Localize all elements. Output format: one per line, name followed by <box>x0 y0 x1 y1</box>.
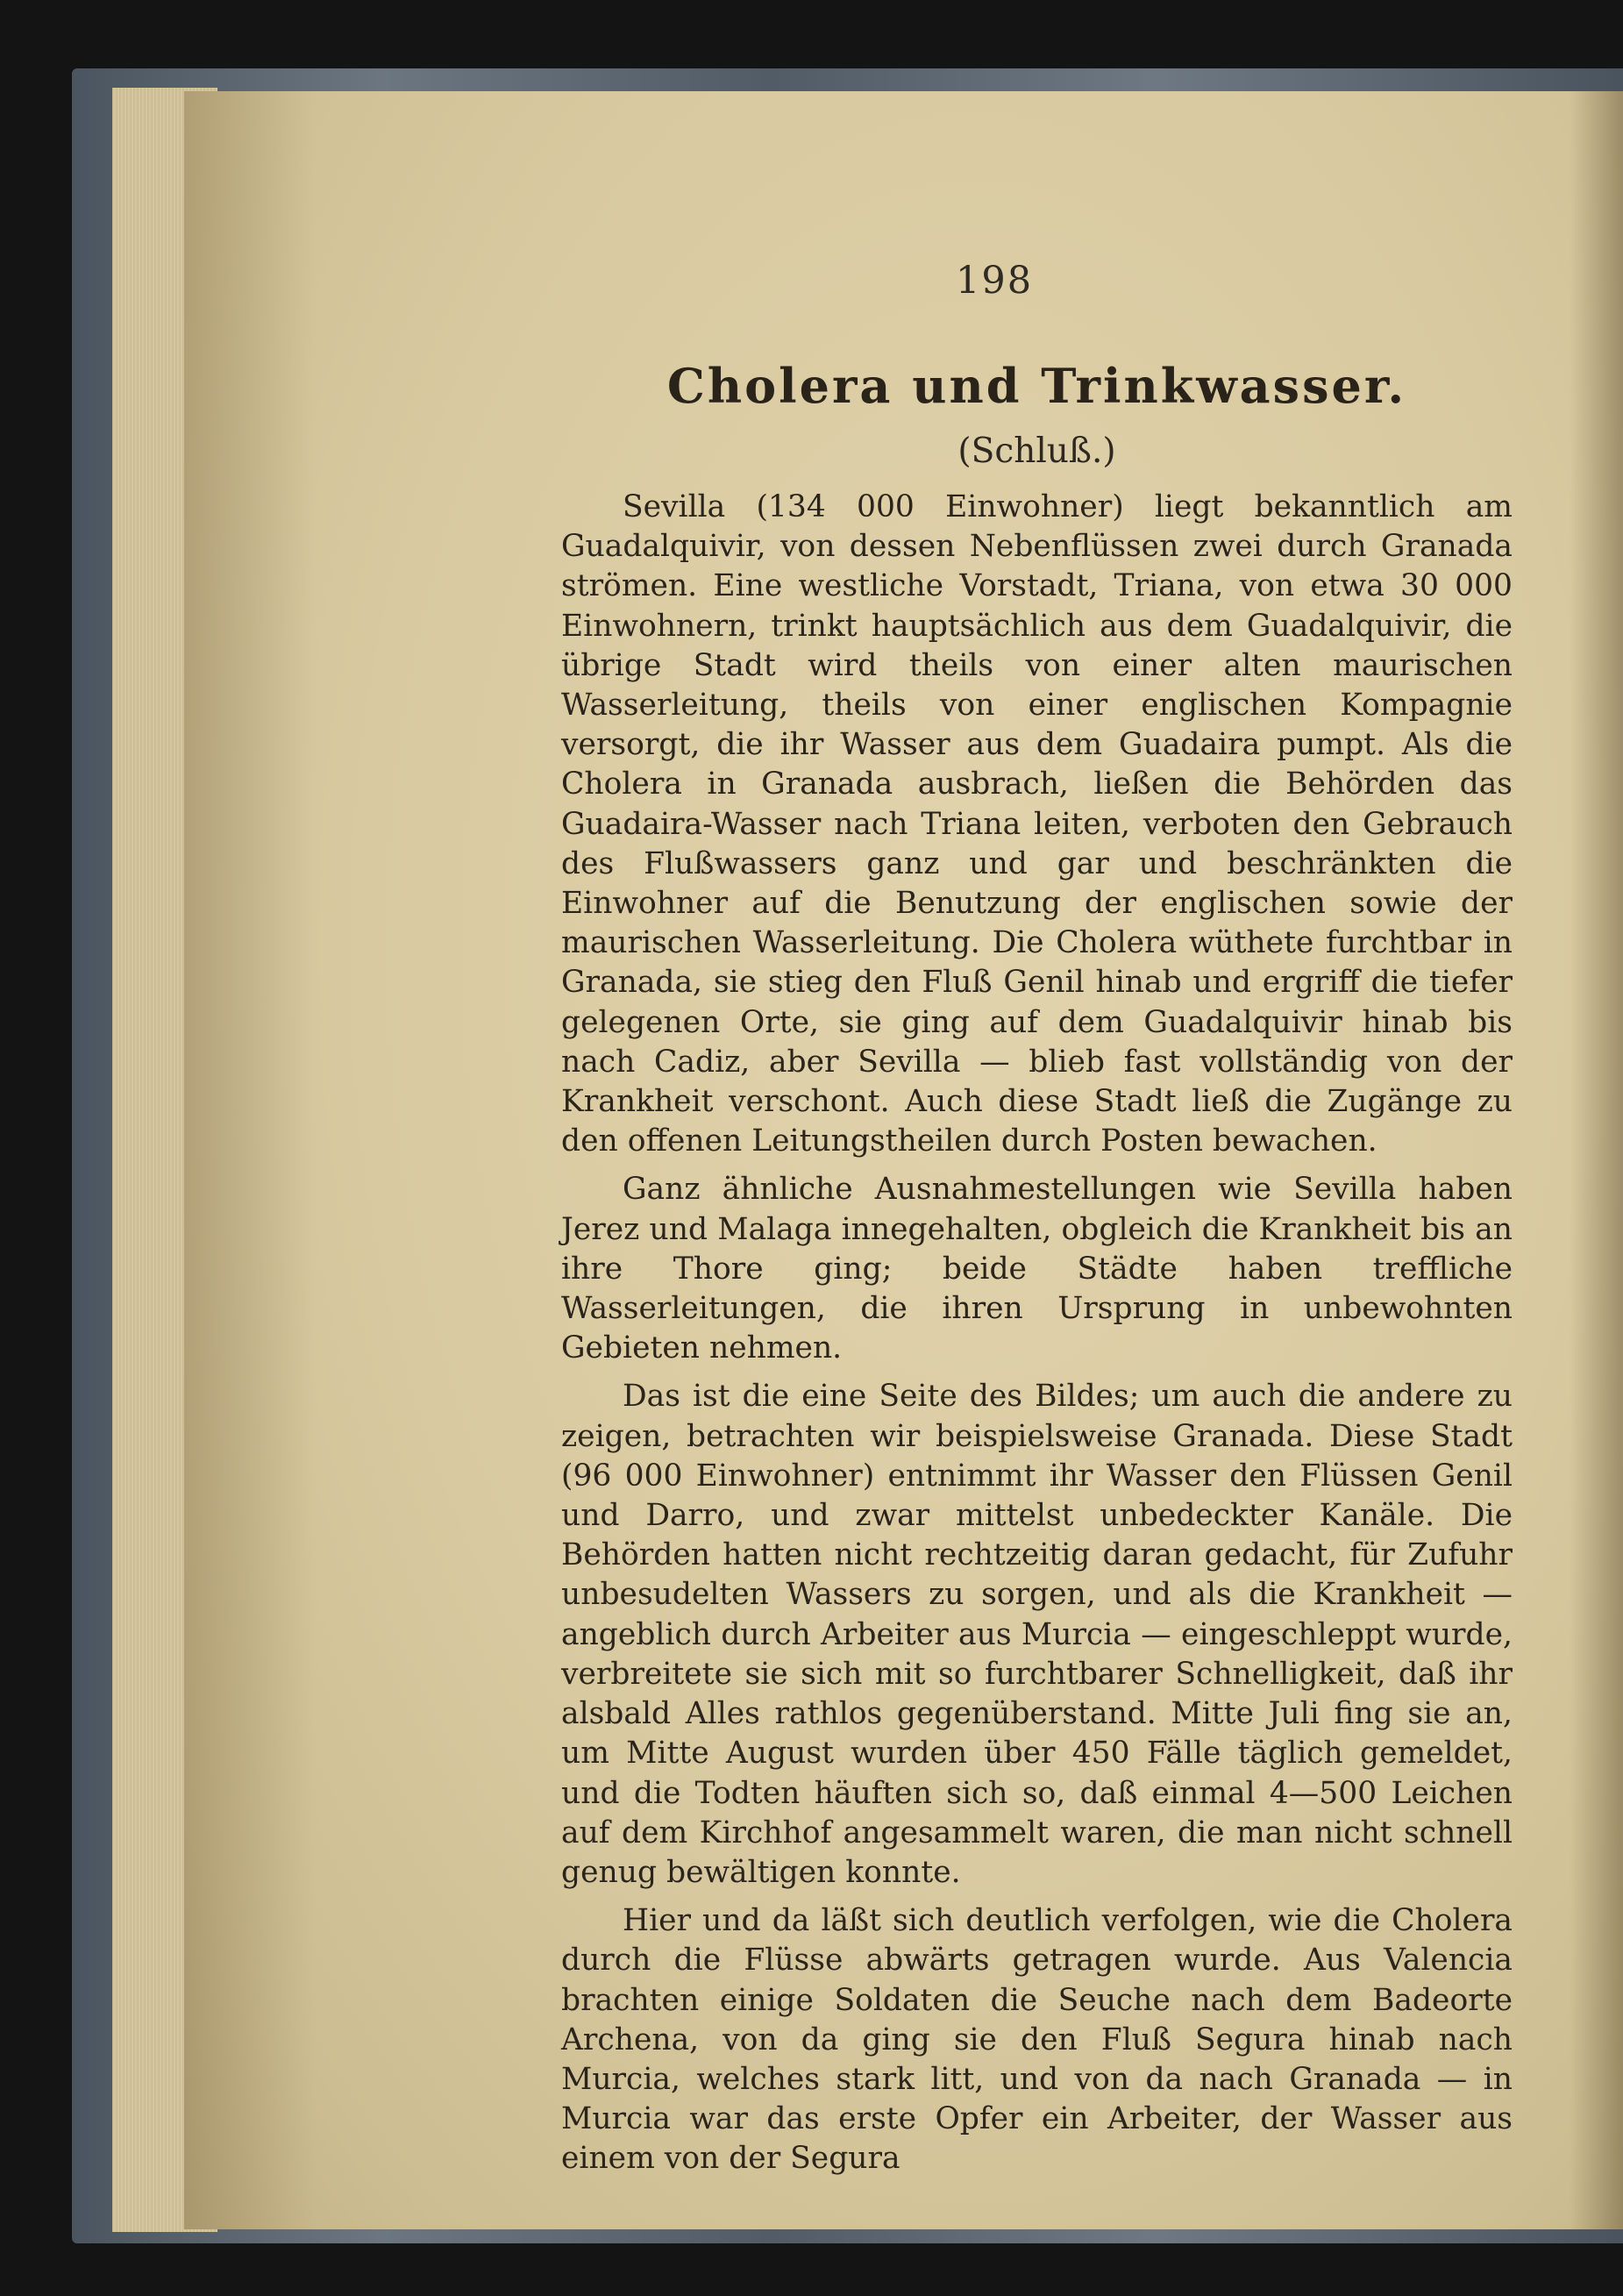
paragraph-1: Sevilla (134 000 Einwohner) liegt bekanntlich am Guadalquivir, von dessen Nebenflüssen zwei durch Granada strömen. Eine westliche Vorstadt, Triana, von etwa 30 000 Einwohnern, trinkt hauptsächlich aus dem Guadalquivir, die übrige Stadt wird theils von einer alten maurischen Wasserleitung, theils von einer englischen Kompagnie versorgt, die ihr Wasser aus dem Guadaira pumpt. Als die Cholera in Granada ausbrach, ließen die Behörden das Guadaira-Wasser nach Triana leiten, verboten den Gebrauch des Flußwassers ganz und gar und beschränkten die Einwohner auf die Benutzung der englischen sowie der maurischen Wasserleitung. Die Cholera wüthete furchtbar in Granada, sie stieg den Fluß Genil hinab und ergriff die tiefer gelegenen Orte, sie ging auf dem Guadalquivir hinab bis nach Cadiz, aber Sevilla — blieb fast vollständig von der Krankheit verschont. Auch diese Stadt ließ die Zugänge zu den offenen Leitungstheilen durch Posten bewachen. <box>561 489 1513 1159</box>
paragraph-4: Hier und da läßt sich deutlich verfolgen, wie die Cholera durch die Flüsse abwärts getragen wurde. Aus Valencia brachten einige Soldaten die Seuche nach dem Badeorte Archena, von da ging sie den Fluß Segura hinab nach Murcia, welches stark litt, und von da nach Granada — in Murcia war das erste Opfer ein Arbeiter, der Wasser aus einem von der Segura <box>561 1903 1513 2177</box>
paragraph-2: Ganz ähnliche Ausnahmestellungen wie Sevilla haben Jerez und Malaga innegehalten, obgleich die Krankheit bis an ihre Thore ging; beide Städte haben treffliche Wasserleitungen, die ihren Ursprung in unbewohnten Gebieten nehmen. <box>561 1172 1513 1366</box>
paragraph-3: Das ist die eine Seite des Bildes; um auch die andere zu zeigen, betrachten wir beispielsweise Granada. Diese Stadt (96 000 Einwohner) entnimmt ihr Wasser den Flüssen Genil und Darro, und zwar mittelst unbedeckter Kanäle. Die Behörden hatten nicht rechtzeitig daran gedacht, für Zufuhr unbesudelten Wassers zu sorgen, und als die Krankheit — angeblich durch Arbeiter aus Murcia — eingeschleppt wurde, verbreitete sie sich mit so furchtbarer Schnelligkeit, daß ihr alsbald Alles rathlos gegenüberstand. Mitte Juli fing sie an, um Mitte August wurden über 450 Fälle täglich gemeldet, und die Todten häuften sich so, daß einmal 4—500 Leichen auf dem Kirchhof angesammelt waren, die man nicht schnell genug bewältigen konnte. <box>561 1379 1513 1890</box>
article-title: Cholera und Trinkwasser. <box>666 358 1407 414</box>
article-body <box>561 488 1513 2179</box>
article-subtitle: (Schluß.) <box>957 431 1116 471</box>
page-number: 198 <box>956 259 1034 303</box>
gutter-shadow <box>184 91 316 2229</box>
page-edge-shadow <box>1570 91 1623 2229</box>
